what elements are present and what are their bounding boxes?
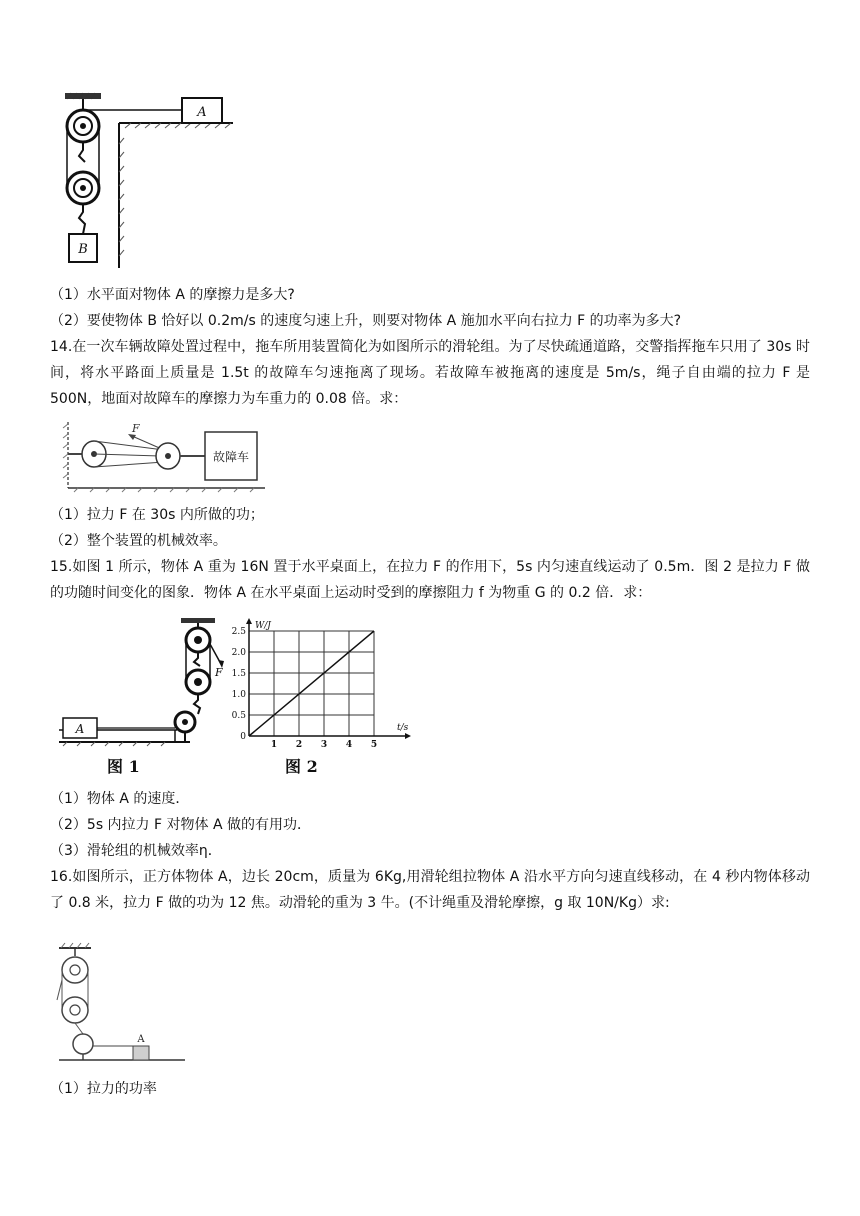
q14-stem: 14.在一次车辆故障处置过程中，拖车所用装置简化为如图所示的滑轮组。为了尽快疏通道路，交警指挥拖车只用了 30s 时间，将水平路面上质量是 1.5t 的故障车匀速拖离了现场。若故障车被拖离的速度是 5m/s，绳子自由端的拉力 F 是 500N，地面对故障车的摩擦力为车重力的 0.08 倍。求：	[50, 339, 810, 407]
x-tick-label: 2	[295, 740, 303, 750]
q14-force-label: F	[132, 422, 140, 435]
q15-sub2: （2）5s 内拉力 F 对物体 A 做的有用功．	[50, 817, 311, 833]
q15-chart	[225, 616, 415, 780]
chart-series	[249, 631, 374, 736]
q15-force-label: F	[215, 666, 223, 679]
q15-sub1: （1）物体 A 的速度．	[50, 791, 190, 807]
y-tick-label: 0.5	[231, 711, 246, 721]
y-axis-label: W/J	[255, 621, 271, 631]
q13-block-a-label: A	[197, 105, 207, 120]
y-tick-label: 1.0	[231, 690, 246, 700]
x-tick-label: 4	[345, 740, 353, 750]
q15-stem: 15.如图 1 所示，物体 A 重为 16N 置于水平桌面上，在拉力 F 的作用下，5s 内匀速直线运动了 0.5m．图 2 是拉力 F 做的功随时间变化的图象．物体 A 在水平桌面上运动时受到的摩擦阻力 f 为物重 G 的 0.2 倍．求：	[50, 559, 810, 601]
q14-figure	[60, 418, 270, 494]
x-tick-label: 3	[320, 740, 328, 750]
q15-block-label: A	[75, 722, 85, 736]
q16-block-label: A	[137, 1034, 145, 1045]
q13-figure	[55, 88, 255, 276]
q13-block-b-label: B	[78, 242, 88, 257]
q16-stem: 16.如图所示，正方体物体 A，边长 20cm，质量为 6Kg,用滑轮组拉物体 A 沿水平方向匀速直线移动，在 4 秒内物体移动了 0.8 米，拉力 F 做的功为 12 焦。动滑轮的重为 3 牛。(不计绳重及滑轮摩擦，g 取 10N/Kg）求:	[50, 869, 810, 911]
y-tick-label: 2.5	[231, 627, 246, 637]
x-tick-label: 5	[370, 740, 378, 750]
q15-figure-1	[55, 614, 225, 780]
q13-sub1: （1）水平面对物体 A 的摩擦力是多大?	[50, 287, 295, 303]
q16-figure	[55, 940, 195, 1070]
q15-fig2-caption: 图 2	[285, 757, 318, 776]
q15-sub3: （3）滑轮组的机械效率η．	[50, 843, 222, 859]
series-line	[249, 631, 374, 736]
q16-sub1: （1）拉力的功率	[50, 1081, 157, 1097]
q14-sub1: （1）拉力 F 在 30s 内所做的功；	[50, 507, 264, 523]
y-tick-label: 0	[240, 732, 246, 742]
q15-fig1-caption: 图 1	[107, 757, 140, 776]
x-axis-label: t/s	[397, 723, 409, 733]
y-tick-label: 1.5	[231, 669, 246, 679]
q13-sub2: （2）要使物体 B 恰好以 0.2m/s 的速度匀速上升，则要对物体 A 施加水平向右拉力 F 的功率为多大?	[50, 313, 682, 329]
q14-car-label: 故障车	[212, 450, 250, 464]
q14-sub2: （2）整个装置的机械效率。	[50, 533, 227, 549]
x-tick-label: 1	[270, 740, 278, 750]
y-tick-label: 2.0	[231, 648, 246, 658]
